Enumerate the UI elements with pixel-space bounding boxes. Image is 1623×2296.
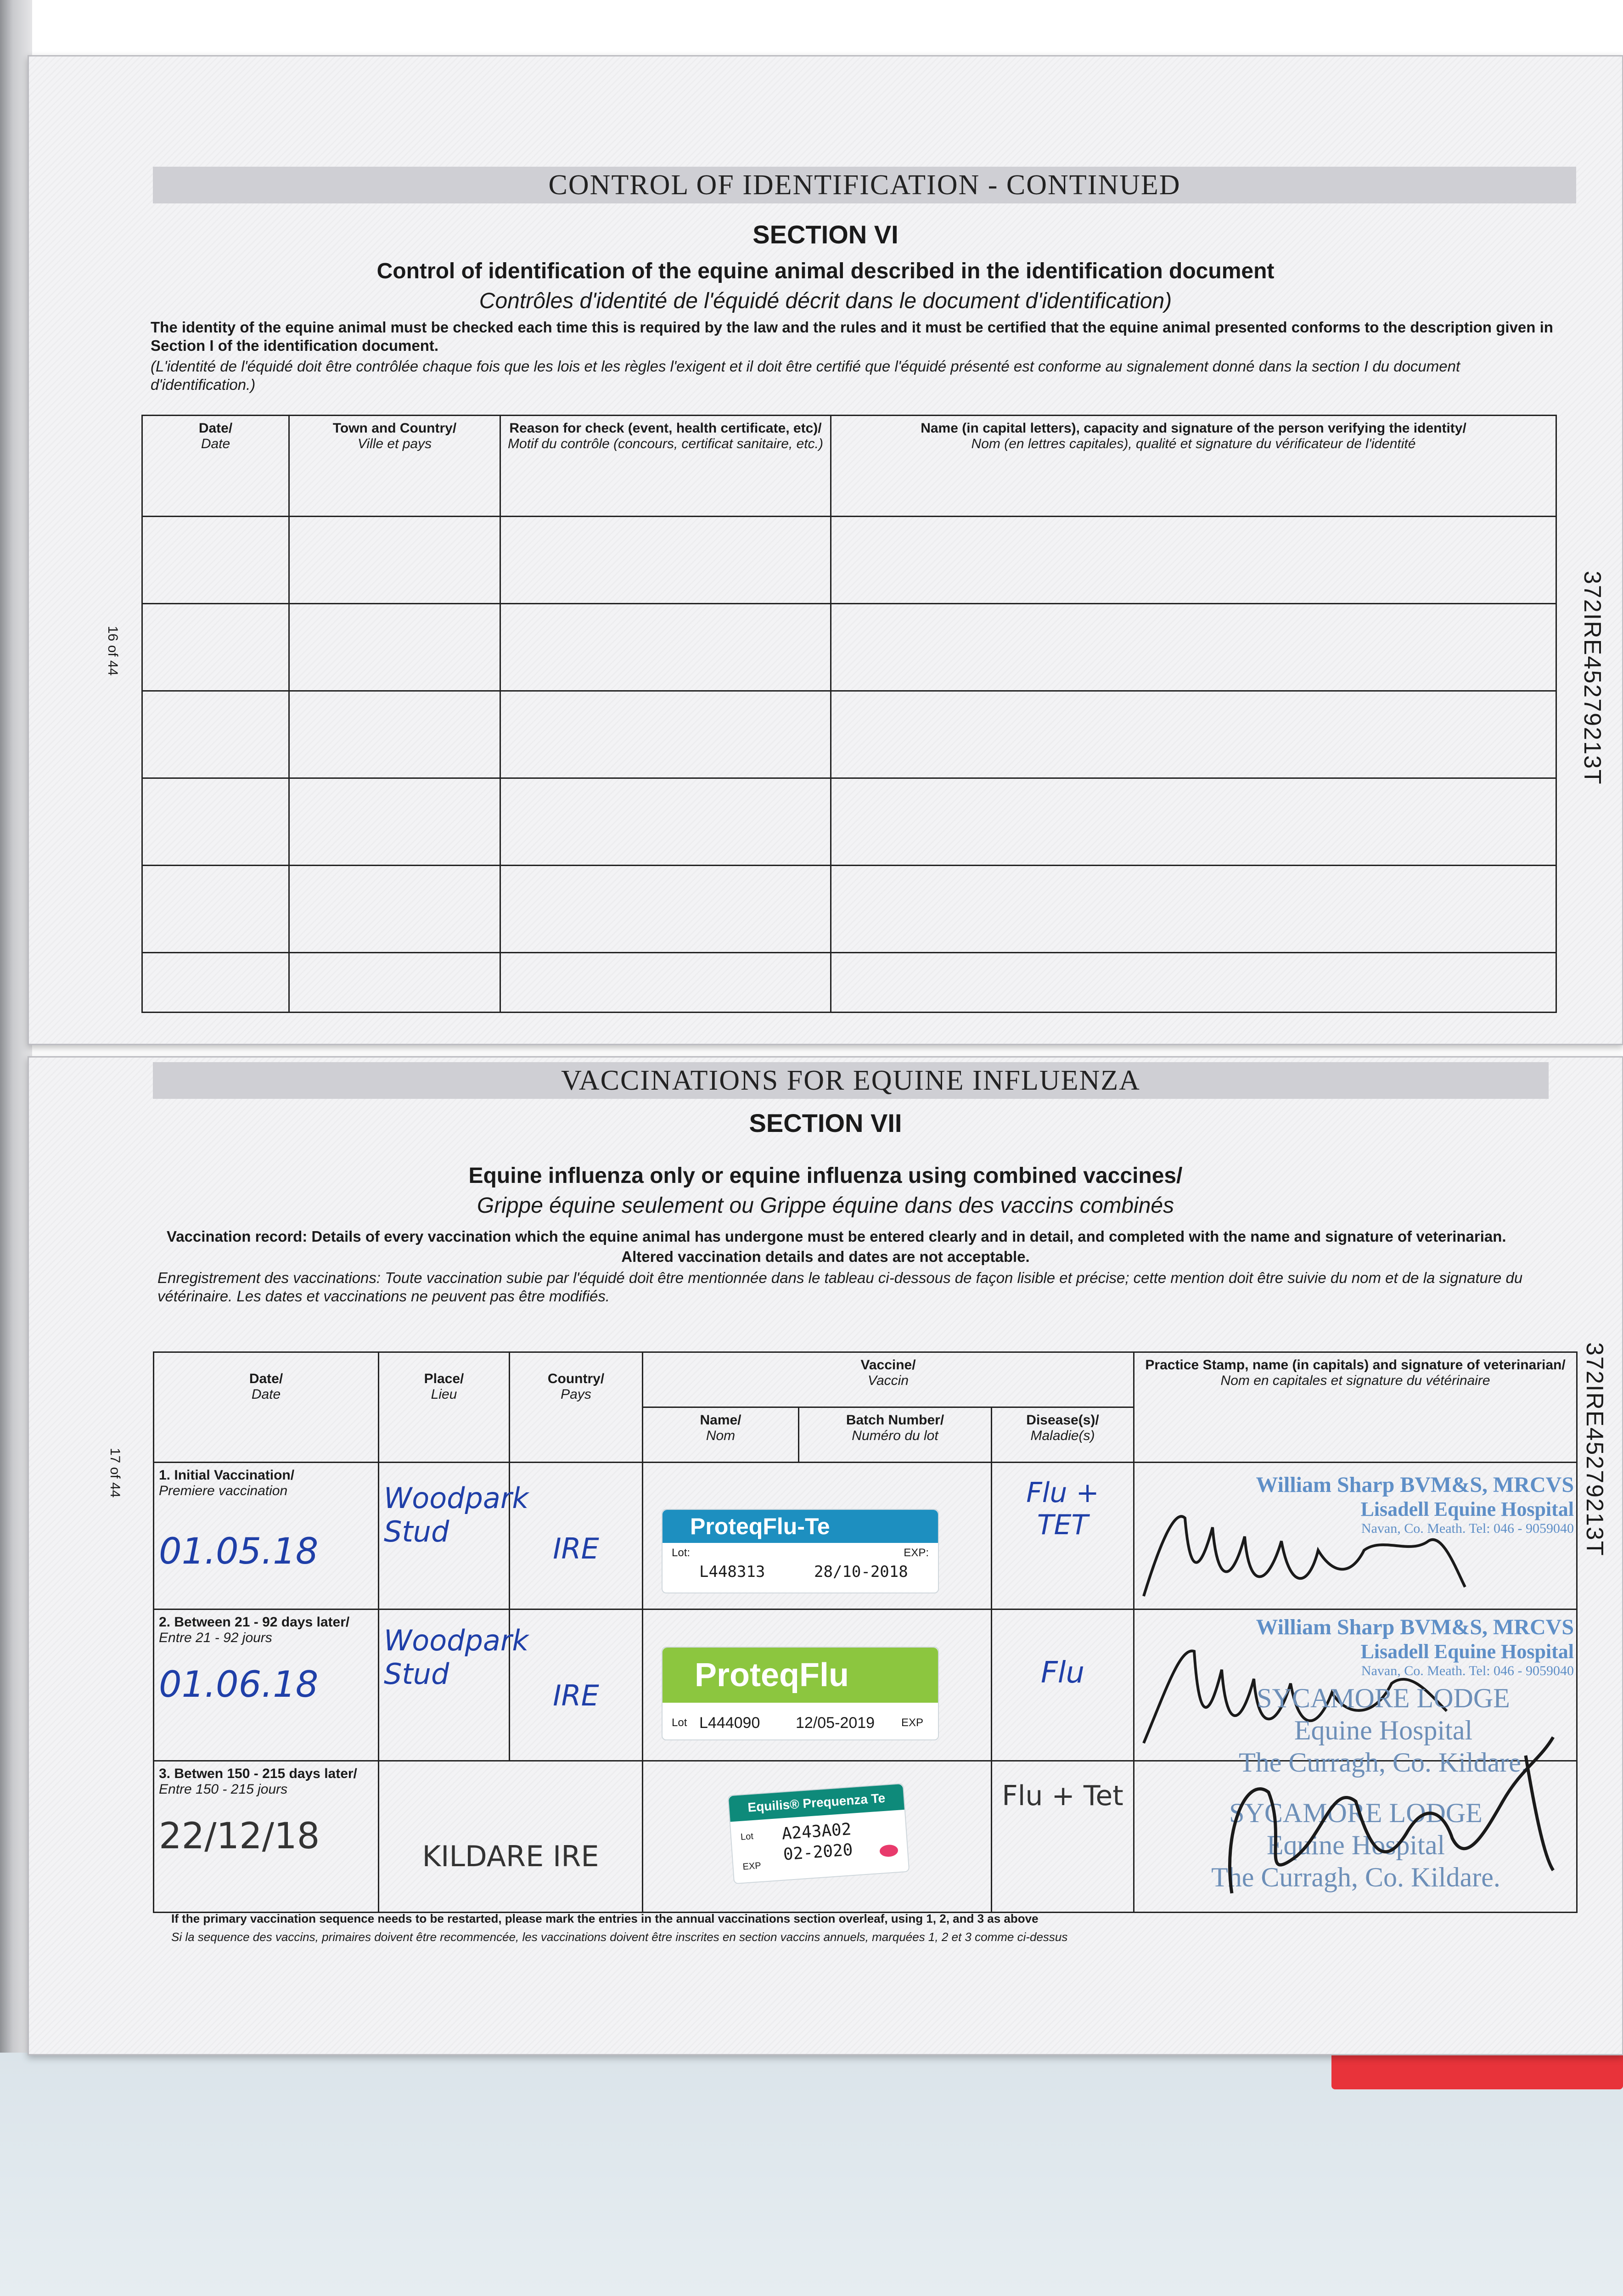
vaccination-date: 01.05.18 [159,1531,319,1572]
vaccination-date: 01.06.18 [159,1664,319,1705]
col-place: Place/ Lieu [379,1352,510,1463]
batch-exp: 28/10-2018 [814,1563,908,1581]
col-reason: Reason for check (event, health certificate, etc)/ Motif du contrôle (concours, certificat sanitaire, etc.) [500,416,831,517]
col-vaccine-name: Name/ Nom [643,1407,799,1463]
section-banner: VACCINATIONS FOR EQUINE INFLUENZA [153,1062,1549,1099]
instruction-en: The identity of the equine animal must be checked each time this is required by the law and the rules and it must be certified that the equine animal presented conforms to the description given in Section I of the identification document. [151,319,1553,354]
vaccine-sticker-cell [643,1463,992,1609]
heading-en: Control of identification of the equine animal described in the identification document [376,259,1275,283]
hospital-stamp: SYCAMORE LODGE Equine Hospital The Curragh, Co. Kildare. [1239,1683,1528,1778]
page-section-vii [28,1056,1623,2055]
sticker-mark [879,1844,899,1857]
row-label: 2. Between 21 - 92 days later/ Entre 21 - 92 jours 01.06.18 [154,1609,379,1761]
table-header-row [142,416,1556,517]
footnote-en: If the primary vaccination sequence needs to be restarted, please mark the entries in the annual vaccinations section overleaf, using 1, 2, and 3 as above [171,1912,1039,1925]
table-row [142,778,1556,866]
instruction-fr: (L'identité de l'équidé doit être contrôlée chaque fois que les lois et les règles l'exigent et il doit être certifié que l'équidé présenté est conforme au signalement donné dans la section I du document d'identification.) [151,358,1460,393]
vaccination-country: IRE [510,1463,643,1609]
sticker-brand: ProteqFlu-Te [663,1510,938,1543]
vaccination-disease: Flu [992,1609,1134,1761]
vaccination-disease: Flu + Tet [992,1761,1134,1913]
heading-fr: Contrôles d'identité de l'équidé décrit dans le document d'identification) [479,289,1172,313]
vaccination-country: IRE [510,1609,643,1761]
vaccination-place: Woodpark Stud [379,1463,510,1609]
vet-stamp: William Sharp BVM&S, MRCVS Lisadell Equine Hospital Navan, Co. Meath. Tel: 046 - 9059040 [1256,1615,1574,1678]
table-row [142,866,1556,953]
table-header-row [154,1352,1577,1407]
col-verifier: Name (in capital letters), capacity and signature of the person verifying the identity/ Nom (en lettres capitales), qualité et signature du vérificateur de l'identité [831,416,1556,517]
vaccine-sticker-cell [643,1761,992,1913]
vet-stamp-cell [1134,1463,1577,1609]
vaccination-place: KILDARE IRE [379,1761,643,1913]
identity-check-table [141,415,1557,1013]
page-section-vi [28,55,1623,1045]
sticker-brand: Equilis® Prequenza Te [729,1784,904,1822]
page-number: 16 of 44 [105,626,120,676]
vet-stamp: William Sharp BVM&S, MRCVS Lisadell Equine Hospital Navan, Co. Meath. Tel: 046 - 9059040 [1256,1473,1574,1536]
col-town-country: Town and Country/ Ville et pays [289,416,500,517]
heading-fr: Grippe équine seulement ou Grippe équine dans des vaccins combinés [477,1193,1174,1218]
batch-lot: L444090 [699,1714,760,1732]
record-altered: Altered vaccination details and dates are not acceptable. [621,1248,1030,1265]
batch-exp: 12/05-2019 [796,1714,875,1732]
vaccine-sticker-cell [643,1609,992,1761]
col-date: Date/ Date [154,1352,379,1463]
sticker-brand: ProteqFlu [663,1648,938,1703]
section-banner: CONTROL OF IDENTIFICATION - CONTINUED [153,167,1576,203]
vaccine-sticker: ProteqFlu-Te Lot: EXP: L448313 28/10-2018 [662,1509,939,1593]
col-disease: Disease(s)/ Maladie(s) [992,1407,1134,1463]
vet-signature [1134,1481,1502,1610]
vaccination-place: Woodpark Stud [379,1609,510,1761]
page-number: 17 of 44 [107,1448,123,1498]
table-row [142,604,1556,691]
vaccine-sticker: Equilis® Prequenza Te Lot EXP A243A02 02-2020 [728,1783,910,1884]
table-row [142,953,1556,1013]
hospital-stamp: SYCAMORE LODGE Equine Hospital The Curragh, Co. Kildare. [1211,1798,1500,1892]
table-row [142,691,1556,778]
vaccination-disease: Flu + TET [992,1463,1134,1609]
row-label: 3. Betwen 150 - 215 days later/ Entre 150 - 215 jours 22/12/18 [154,1761,379,1913]
row-label: 1. Initial Vaccination/ Premiere vaccination 01.05.18 [154,1463,379,1609]
record-label: Vaccination record: Details of every vaccination which the equine animal has undergone must be entered clearly and in detail, and completed with the name and signature of veterinarian. [167,1228,1506,1245]
vaccination-date: 22/12/18 [159,1816,320,1857]
record-fr: Enregistrement des vaccinations: Toute vaccination subie par l'équidé doit être mentionnée dans le tableau ci-dessous de façon lisible et précise; cette mention doit être suivie du nom et de la signature du vétérinaire. Les dates et vaccinations ne peuvent pas être modifiés. [157,1269,1523,1305]
col-practice-stamp: Practice Stamp, name (in capitals) and signature of veterinarian/ Nom en capitales et signature du vétérinaire [1134,1352,1577,1463]
col-batch-number: Batch Number/ Numéro du lot [799,1407,992,1463]
batch-exp: 02-2020 [782,1840,854,1864]
heading-en: Equine influenza only or equine influenza using combined vaccines/ [468,1164,1183,1188]
col-date: Date/ Date [142,416,289,517]
section-title: SECTION VI [753,220,899,249]
passport-code: 372IRE45279213T [1579,571,1606,785]
section-title: SECTION VII [749,1109,902,1137]
batch-lot: L448313 [699,1563,765,1581]
col-country: Country/ Pays [510,1352,643,1463]
col-vaccine: Vaccine/ Vaccin [643,1352,1134,1407]
batch-lot: A243A02 [781,1820,852,1844]
vaccine-sticker: ProteqFlu Lot EXP L444090 12/05-2019 [662,1647,939,1740]
passport-code: 372IRE45279213T [1581,1342,1608,1557]
table-row [142,517,1556,604]
footnote-fr: Si la sequence des vaccins, primaires doivent être recommencée, les vaccinations doivent être inscrites en section vaccins annuels, marquées 1, 2 et 3 comme ci-dessus [171,1930,1068,1944]
vet-signature [1204,1719,1581,1912]
vaccination-row [154,1463,1577,1609]
